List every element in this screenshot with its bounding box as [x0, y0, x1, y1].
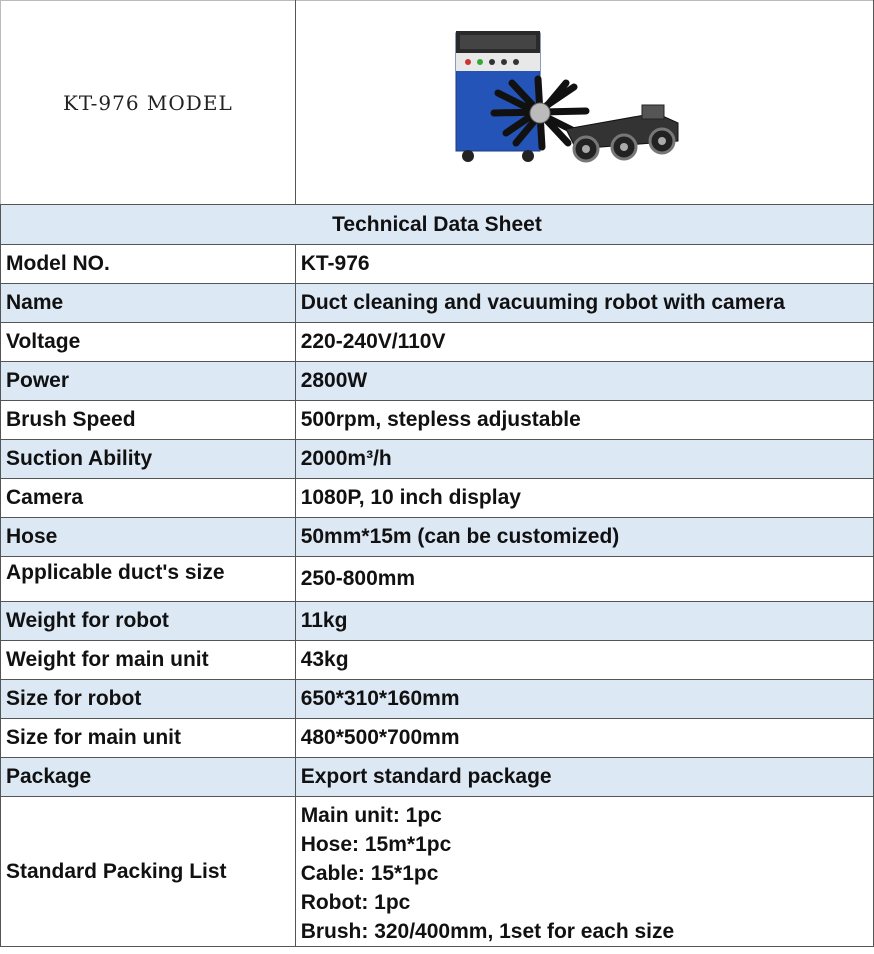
table-row — [1, 518, 874, 557]
list-item: Brush: 320/400mm, 1set for each size — [300, 920, 675, 943]
spec-label: Name — [1, 284, 296, 323]
table-row — [1, 323, 874, 362]
spec-label: Applicable duct's size — [1, 557, 296, 602]
spec-label: Brush Speed — [1, 401, 296, 440]
list-item: Robot: 1pc — [300, 891, 411, 914]
spec-value: 11kg — [295, 602, 873, 641]
spec-value: 480*500*700mm — [295, 719, 873, 758]
spec-value: Export standard package — [295, 758, 873, 797]
header-row — [1, 1, 874, 205]
spec-label: Size for robot — [1, 680, 296, 719]
spec-label: Model NO. — [1, 245, 296, 284]
spec-value: 1080P, 10 inch display — [295, 479, 873, 518]
table-row — [1, 284, 874, 323]
spec-label: Package — [1, 758, 296, 797]
list-item: Main unit: 1pc — [300, 804, 442, 827]
spec-value: Duct cleaning and vacuuming robot with camera — [295, 284, 873, 323]
sheet-title: Technical Data Sheet — [1, 205, 874, 245]
spec-label: Voltage — [1, 323, 296, 362]
robot-image-icon — [446, 21, 766, 181]
table-row — [1, 557, 874, 602]
spec-label: Weight for robot — [1, 602, 296, 641]
spec-value: 220-240V/110V — [295, 323, 873, 362]
spec-label: Suction Ability — [1, 440, 296, 479]
spec-value: 650*310*160mm — [295, 680, 873, 719]
table-row — [1, 641, 874, 680]
spec-value: 43kg — [295, 641, 873, 680]
table-row — [1, 602, 874, 641]
packing-row — [1, 797, 874, 947]
spec-label: Size for main unit — [1, 719, 296, 758]
spec-value: 250-800mm — [295, 557, 873, 602]
table-row — [1, 245, 874, 284]
spec-value: 2000m³/h — [295, 440, 873, 479]
packing-label: Standard Packing List — [1, 797, 296, 947]
packing-list — [295, 797, 873, 947]
spec-value: 50mm*15m (can be customized) — [295, 518, 873, 557]
table-row — [1, 479, 874, 518]
table-row — [1, 401, 874, 440]
spec-value: 2800W — [295, 362, 873, 401]
spec-label: Weight for main unit — [1, 641, 296, 680]
spec-value: 500rpm, stepless adjustable — [295, 401, 873, 440]
model-label: KT-976 MODEL — [1, 1, 296, 205]
table-row — [1, 440, 874, 479]
table-row — [1, 719, 874, 758]
title-row — [1, 205, 874, 245]
spec-label: Hose — [1, 518, 296, 557]
table-row — [1, 758, 874, 797]
table-row — [1, 680, 874, 719]
list-item: Cable: 15*1pc — [300, 862, 439, 885]
spec-value: KT-976 — [295, 245, 873, 284]
product-photo — [295, 1, 873, 205]
spec-label: Camera — [1, 479, 296, 518]
table-row — [1, 362, 874, 401]
list-item: Hose: 15m*1pc — [300, 833, 452, 856]
spec-label: Power — [1, 362, 296, 401]
